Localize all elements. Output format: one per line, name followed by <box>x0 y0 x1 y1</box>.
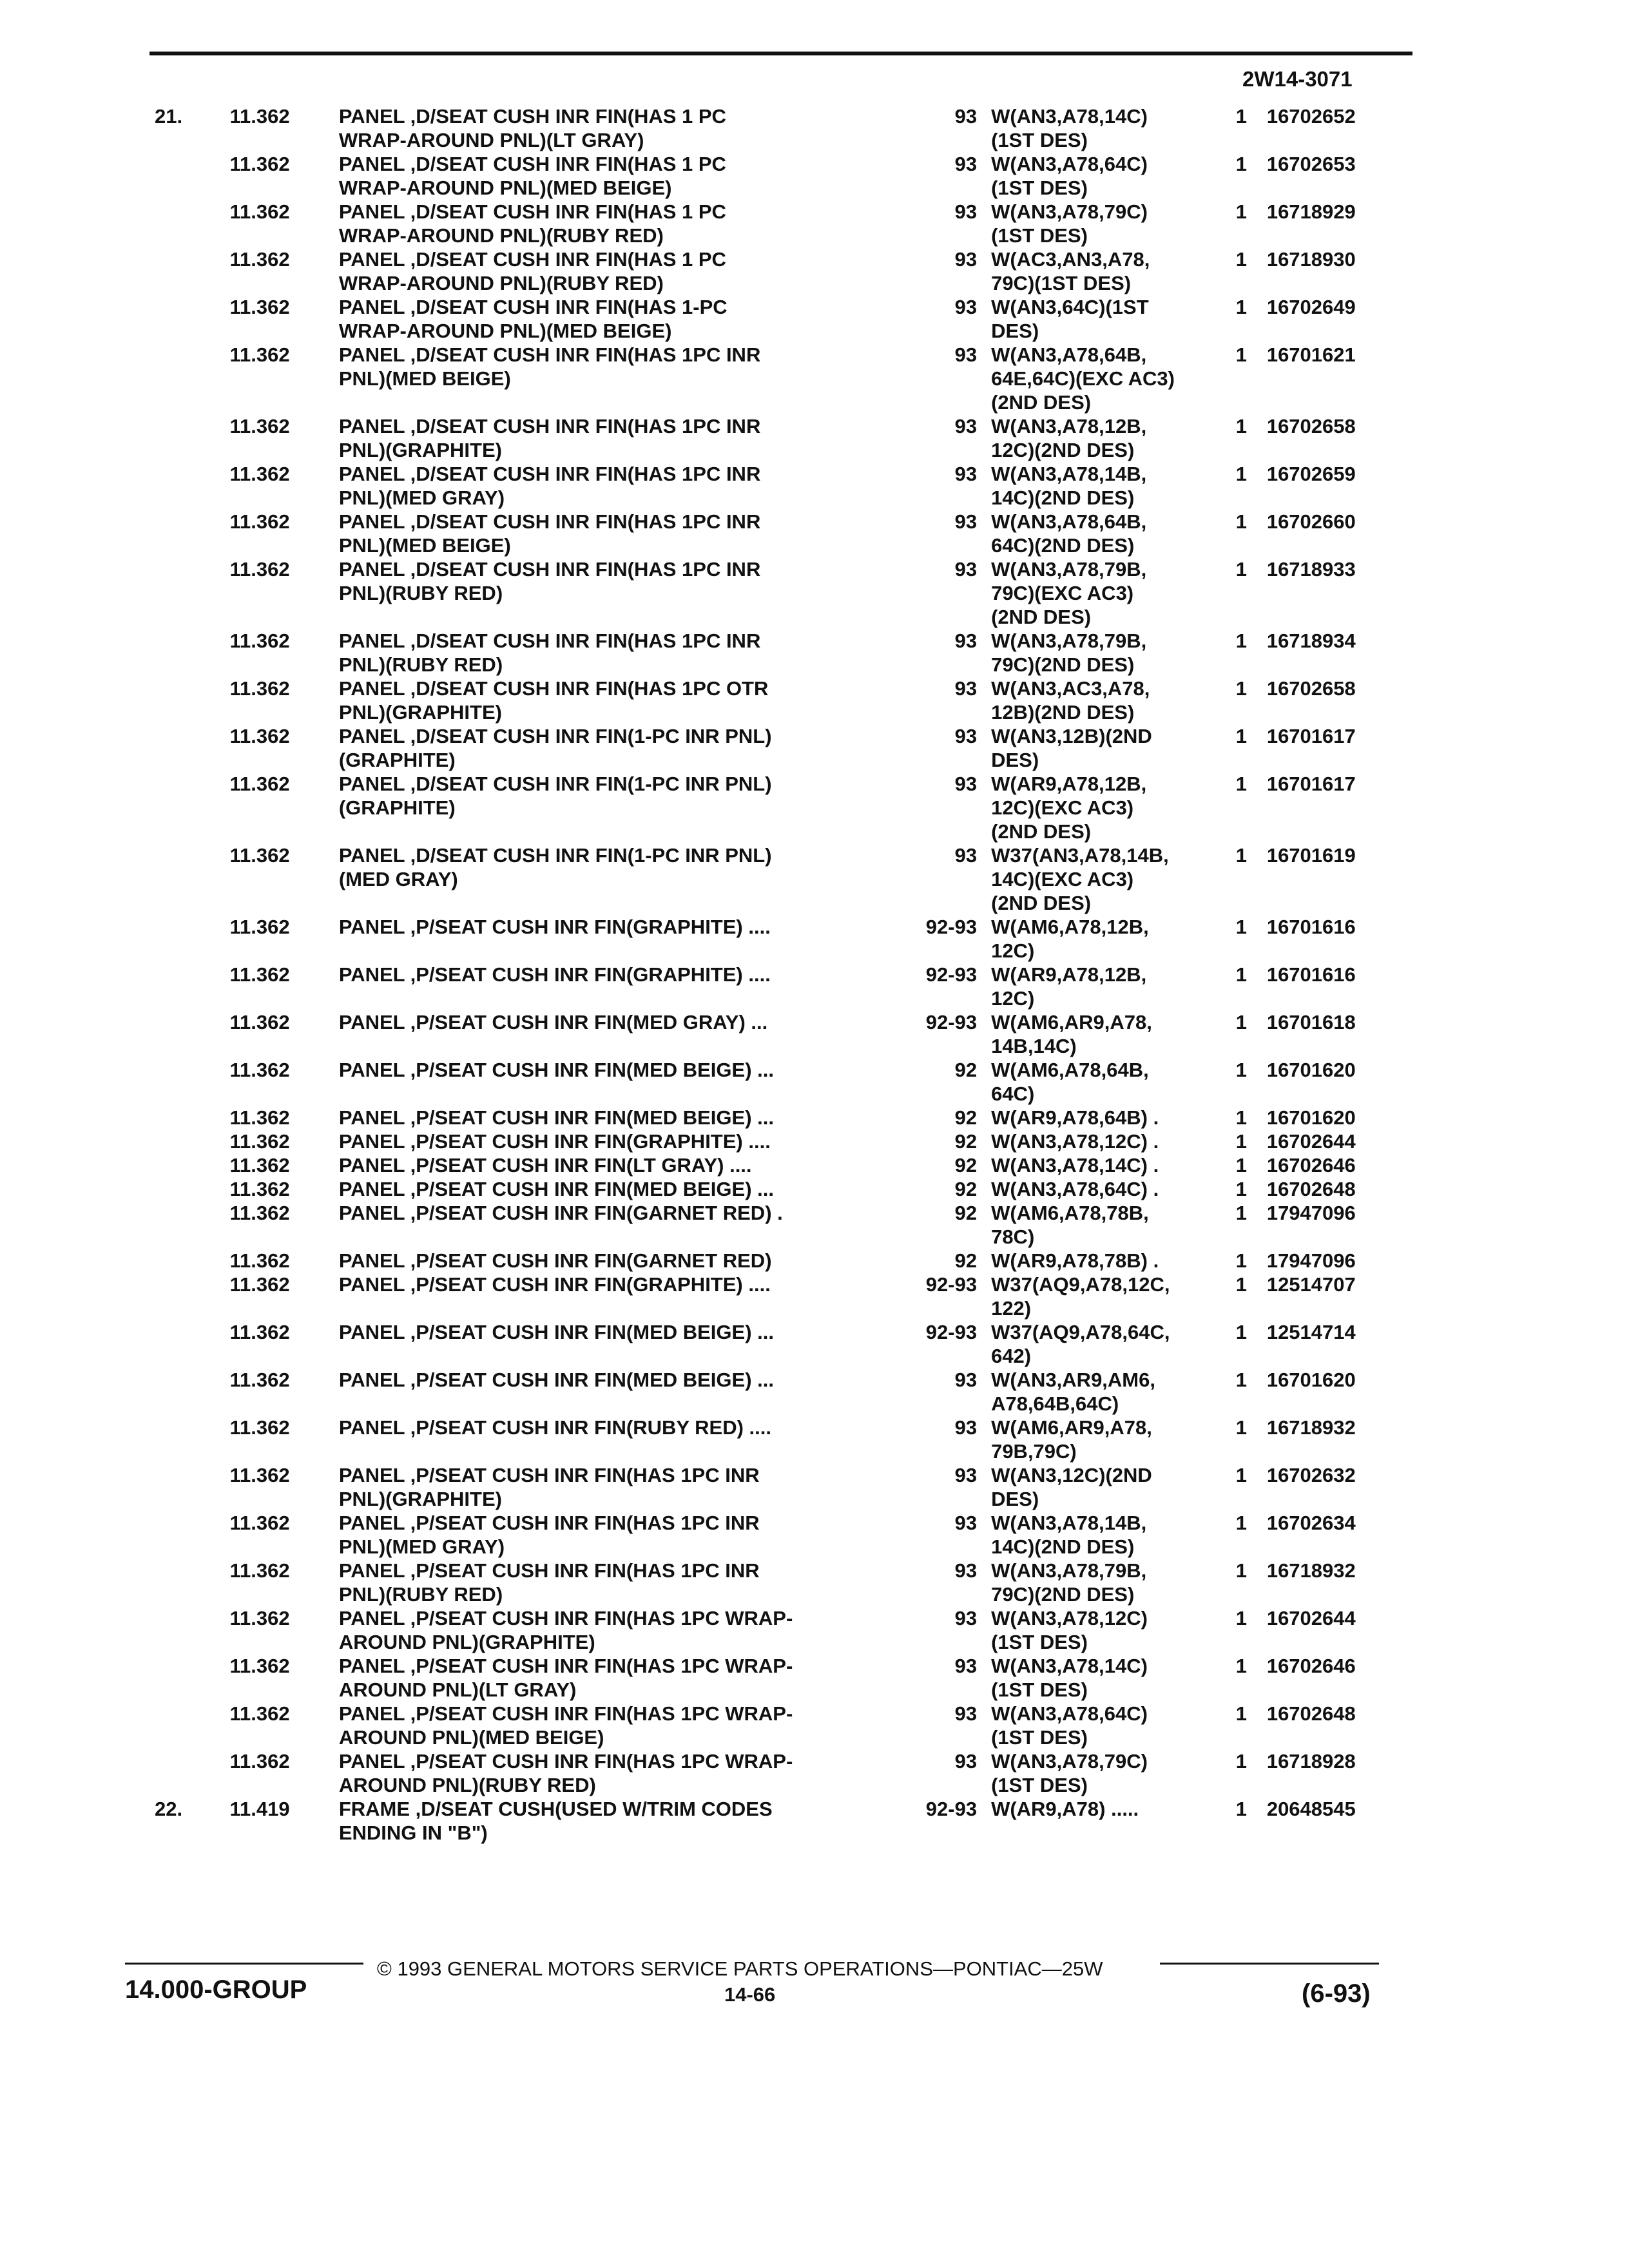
part-row <box>155 1416 1392 1463</box>
part-desc: PANEL ,P/SEAT CUSH INR FIN(GRAPHITE) .... <box>338 963 771 986</box>
part-desc: PANEL ,D/SEAT CUSH INR FIN(HAS 1PC INR PNL)(RUBY RED) <box>338 558 761 604</box>
part-desc: PANEL ,D/SEAT CUSH INR FIN(HAS 1PC INR PNL)(RUBY RED) <box>338 629 761 676</box>
part-qty: 1 <box>1235 725 1248 747</box>
part-usage: W(AR9,A78,12B, 12C)(EXC AC3) (2ND DES) <box>991 773 1147 843</box>
part-usage: W37(AQ9,A78,12C, 122) <box>991 1273 1170 1320</box>
part-usage: W(AN3,A78,64C) (1ST DES) <box>991 153 1148 199</box>
part-code: 11.362 <box>229 1106 290 1129</box>
part-code: 11.362 <box>229 1011 290 1033</box>
part-qty: 1 <box>1235 343 1248 366</box>
part-desc: PANEL ,P/SEAT CUSH INR FIN(HAS 1PC WRAP- AROUND PNL)(GRAPHITE) <box>338 1607 793 1653</box>
part-row <box>155 772 1392 843</box>
part-usage: W37(AN3,A78,14B, 14C)(EXC AC3) (2ND DES) <box>991 844 1169 914</box>
page-number: 14-66 <box>724 1983 776 2006</box>
part-year: 92 <box>954 1059 978 1081</box>
part-desc: FRAME ,D/SEAT CUSH(USED W/TRIM CODES ENDING IN "B") <box>338 1798 773 1844</box>
part-year: 92 <box>954 1106 978 1129</box>
part-part: 16702644 <box>1266 1607 1356 1629</box>
part-code: 11.419 <box>229 1798 290 1820</box>
part-code: 11.362 <box>229 415 290 437</box>
footer-rule-left <box>125 1963 363 1965</box>
part-year: 93 <box>954 343 978 366</box>
part-code: 11.362 <box>229 1750 290 1773</box>
part-usage: W(AN3,A78,64B, 64C)(2ND DES) <box>991 510 1147 557</box>
part-code: 11.362 <box>229 844 290 867</box>
part-usage: W(AN3,A78,14B, 14C)(2ND DES) <box>991 1512 1147 1558</box>
part-usage: W(AR9,A78,78B) . <box>991 1249 1159 1272</box>
part-year: 92 <box>954 1130 978 1153</box>
part-desc: PANEL ,P/SEAT CUSH INR FIN(MED GRAY) ... <box>338 1011 768 1033</box>
part-code: 11.362 <box>229 1178 290 1200</box>
part-row <box>155 1797 1392 1845</box>
part-usage: W(AN3,64C)(1ST DES) <box>991 296 1149 342</box>
part-year: 92 <box>954 1178 978 1200</box>
part-part: 16701621 <box>1266 343 1356 366</box>
part-year: 92-93 <box>925 963 978 986</box>
part-year: 93 <box>954 1512 978 1534</box>
part-part: 16702658 <box>1266 415 1356 437</box>
part-qty: 1 <box>1235 153 1248 175</box>
part-part: 17947096 <box>1266 1249 1356 1272</box>
part-row <box>155 843 1392 915</box>
part-qty: 1 <box>1235 963 1248 986</box>
part-code: 11.362 <box>229 1202 290 1224</box>
part-part: 16718933 <box>1266 558 1356 581</box>
part-year: 93 <box>954 558 978 581</box>
part-usage: W(AN3,A78,12B, 12C)(2ND DES) <box>991 415 1147 461</box>
part-usage: W(AN3,AR9,AM6, A78,64B,64C) <box>991 1369 1155 1415</box>
part-qty: 1 <box>1235 1011 1248 1033</box>
part-part: 16718932 <box>1266 1559 1356 1582</box>
part-code: 11.362 <box>229 1655 290 1677</box>
group-label: 14.000-GROUP <box>125 1975 307 2004</box>
part-code: 11.362 <box>229 105 290 128</box>
part-desc: PANEL ,D/SEAT CUSH INR FIN(HAS 1 PC WRAP-AROUND PNL)(RUBY RED) <box>338 248 726 294</box>
part-row <box>155 557 1392 629</box>
part-usage: W(AN3,A78,79B, 79C)(2ND DES) <box>991 1559 1147 1606</box>
part-code: 11.362 <box>229 1607 290 1629</box>
part-usage: W(AN3,AC3,A78, 12B)(2ND DES) <box>991 677 1150 724</box>
part-year: 93 <box>954 677 978 700</box>
part-year: 93 <box>954 1655 978 1677</box>
part-code: 11.362 <box>229 1702 290 1725</box>
part-qty: 1 <box>1235 1273 1248 1296</box>
part-row <box>155 462 1392 510</box>
part-desc: PANEL ,P/SEAT CUSH INR FIN(HAS 1PC INR PNL)(MED GRAY) <box>338 1512 760 1558</box>
part-row <box>155 1559 1392 1606</box>
part-year: 93 <box>954 1369 978 1391</box>
part-row <box>155 1129 1392 1153</box>
part-desc: PANEL ,D/SEAT CUSH INR FIN(HAS 1PC INR PNL)(GRAPHITE) <box>338 415 761 461</box>
part-year: 93 <box>954 510 978 533</box>
part-year: 93 <box>954 1750 978 1773</box>
part-qty: 1 <box>1235 677 1248 700</box>
part-row <box>155 1749 1392 1797</box>
part-year: 93 <box>954 1607 978 1629</box>
part-code: 11.362 <box>229 1154 290 1177</box>
part-desc: PANEL ,P/SEAT CUSH INR FIN(GARNET RED) . <box>338 1202 783 1224</box>
part-row <box>155 1201 1392 1249</box>
part-part: 16702646 <box>1266 1655 1356 1677</box>
part-row <box>155 915 1392 963</box>
part-code: 11.362 <box>229 558 290 581</box>
part-part: 16701618 <box>1266 1011 1356 1033</box>
part-row <box>155 1058 1392 1106</box>
part-desc: PANEL ,P/SEAT CUSH INR FIN(HAS 1PC WRAP- AROUND PNL)(RUBY RED) <box>338 1750 793 1796</box>
part-year: 93 <box>954 200 978 223</box>
part-desc: PANEL ,P/SEAT CUSH INR FIN(GARNET RED) <box>338 1249 772 1272</box>
part-part: 16702649 <box>1266 296 1356 318</box>
part-row <box>155 1702 1392 1749</box>
part-code: 11.362 <box>229 1559 290 1582</box>
part-row <box>155 510 1392 557</box>
part-year: 92 <box>954 1154 978 1177</box>
part-qty: 1 <box>1235 415 1248 437</box>
part-qty: 1 <box>1235 105 1248 128</box>
part-row <box>155 1010 1392 1058</box>
part-usage: W(AN3,A78,64C) (1ST DES) <box>991 1702 1148 1749</box>
part-code: 11.362 <box>229 629 290 652</box>
part-code: 11.362 <box>229 677 290 700</box>
part-code: 11.362 <box>229 1130 290 1153</box>
part-part: 20648545 <box>1266 1798 1356 1820</box>
part-part: 16701620 <box>1266 1369 1356 1391</box>
part-usage: W(AM6,AR9,A78, 14B,14C) <box>991 1011 1152 1057</box>
part-row <box>155 1249 1392 1273</box>
part-year: 92-93 <box>925 916 978 938</box>
part-year: 93 <box>954 415 978 437</box>
part-year: 93 <box>954 296 978 318</box>
part-code: 11.362 <box>229 153 290 175</box>
part-usage: W(AN3,A78,64C) . <box>991 1178 1159 1200</box>
parts-list <box>155 104 1392 1845</box>
part-year: 93 <box>954 105 978 128</box>
part-desc: PANEL ,D/SEAT CUSH INR FIN(HAS 1 PC WRAP-AROUND PNL)(RUBY RED) <box>338 200 726 247</box>
copyright-line: © 1993 GENERAL MOTORS SERVICE PARTS OPERATIONS—PONTIAC—25W <box>377 1957 1103 1980</box>
part-qty: 1 <box>1235 1559 1248 1582</box>
part-usage: W(AN3,A78,14C) . <box>991 1154 1159 1177</box>
part-row <box>155 1606 1392 1654</box>
part-part: 16701617 <box>1266 773 1356 795</box>
part-row <box>155 343 1392 414</box>
part-qty: 1 <box>1235 1702 1248 1725</box>
part-usage: W37(AQ9,A78,64C, 642) <box>991 1321 1170 1367</box>
part-qty: 1 <box>1235 510 1248 533</box>
part-row <box>155 1654 1392 1702</box>
part-part: 16701619 <box>1266 844 1356 867</box>
part-code: 11.362 <box>229 248 290 271</box>
part-part: 12514714 <box>1266 1321 1356 1343</box>
part-usage: W(AN3,A78,79B, 79C)(2ND DES) <box>991 629 1147 676</box>
part-usage: W(AN3,A78,64B, 64E,64C)(EXC AC3) (2ND DES) <box>991 343 1175 414</box>
part-part: 16701617 <box>1266 725 1356 747</box>
part-usage: W(AM6,A78,64B, 64C) <box>991 1059 1149 1105</box>
part-desc: PANEL ,D/SEAT CUSH INR FIN(1-PC INR PNL) (MED GRAY) <box>338 844 772 890</box>
part-qty: 1 <box>1235 1130 1248 1153</box>
part-row <box>155 677 1392 724</box>
part-code: 11.362 <box>229 725 290 747</box>
part-code: 11.362 <box>229 963 290 986</box>
part-desc: PANEL ,D/SEAT CUSH INR FIN(HAS 1PC INR PNL)(MED BEIGE) <box>338 510 761 557</box>
part-usage: W(AM6,AR9,A78, 79B,79C) <box>991 1416 1152 1463</box>
part-row <box>155 152 1392 200</box>
part-year: 93 <box>954 463 978 485</box>
part-part: 16701616 <box>1266 963 1356 986</box>
part-qty: 1 <box>1235 248 1248 271</box>
part-row <box>155 963 1392 1010</box>
part-qty: 1 <box>1235 1464 1248 1486</box>
part-qty: 1 <box>1235 296 1248 318</box>
footer-rule-right <box>1160 1963 1379 1965</box>
part-usage: W(AN3,A78,14C) (1ST DES) <box>991 105 1148 151</box>
part-year: 93 <box>954 248 978 271</box>
part-qty: 1 <box>1235 1154 1248 1177</box>
part-code: 11.362 <box>229 1249 290 1272</box>
part-desc: PANEL ,P/SEAT CUSH INR FIN(HAS 1PC INR PNL)(GRAPHITE) <box>338 1464 760 1510</box>
part-qty: 1 <box>1235 844 1248 867</box>
part-year: 92 <box>954 1202 978 1224</box>
part-part: 16702658 <box>1266 677 1356 700</box>
part-desc: PANEL ,P/SEAT CUSH INR FIN(HAS 1PC WRAP- AROUND PNL)(LT GRAY) <box>338 1655 793 1701</box>
part-part: 17947096 <box>1266 1202 1356 1224</box>
part-year: 92-93 <box>925 1273 978 1296</box>
part-part: 16718929 <box>1266 200 1356 223</box>
part-qty: 1 <box>1235 1369 1248 1391</box>
part-row <box>155 724 1392 772</box>
part-usage: W(AN3,A78,14C) (1ST DES) <box>991 1655 1148 1701</box>
part-usage: W(AR9,A78,12B, 12C) <box>991 963 1147 1010</box>
part-code: 11.362 <box>229 1512 290 1534</box>
part-usage: W(AC3,AN3,A78, 79C)(1ST DES) <box>991 248 1150 294</box>
part-qty: 1 <box>1235 558 1248 581</box>
part-code: 11.362 <box>229 1273 290 1296</box>
part-row <box>155 104 1392 152</box>
part-usage: W(AN3,A78,79C) (1ST DES) <box>991 1750 1148 1796</box>
part-desc: PANEL ,P/SEAT CUSH INR FIN(HAS 1PC INR PNL)(RUBY RED) <box>338 1559 760 1606</box>
part-year: 93 <box>954 1702 978 1725</box>
part-desc: PANEL ,P/SEAT CUSH INR FIN(MED BEIGE) ... <box>338 1106 774 1129</box>
part-usage: W(AN3,12C)(2ND DES) <box>991 1464 1152 1510</box>
part-part: 16702660 <box>1266 510 1356 533</box>
part-row <box>155 1511 1392 1559</box>
part-qty: 1 <box>1235 1750 1248 1773</box>
part-code: 11.362 <box>229 1321 290 1343</box>
part-row <box>155 1177 1392 1201</box>
part-row <box>155 1320 1392 1368</box>
part-usage: W(AN3,A78,12C) . <box>991 1130 1159 1153</box>
part-code: 11.362 <box>229 296 290 318</box>
part-year: 93 <box>954 1416 978 1439</box>
part-year: 93 <box>954 1559 978 1582</box>
part-row <box>155 1368 1392 1416</box>
part-code: 11.362 <box>229 1416 290 1439</box>
part-qty: 1 <box>1235 916 1248 938</box>
part-part: 16702659 <box>1266 463 1356 485</box>
part-row <box>155 1273 1392 1320</box>
part-desc: PANEL ,P/SEAT CUSH INR FIN(GRAPHITE) .... <box>338 1130 771 1153</box>
part-desc: PANEL ,P/SEAT CUSH INR FIN(MED BEIGE) ... <box>338 1059 774 1081</box>
part-usage: W(AN3,A78,79B, 79C)(EXC AC3) (2ND DES) <box>991 558 1147 628</box>
part-row <box>155 1463 1392 1511</box>
part-item: 21. <box>155 105 183 128</box>
part-part: 16702644 <box>1266 1130 1356 1153</box>
part-usage: W(AN3,12B)(2ND DES) <box>991 725 1152 771</box>
part-qty: 1 <box>1235 1106 1248 1129</box>
part-desc: PANEL ,D/SEAT CUSH INR FIN(1-PC INR PNL) (GRAPHITE) <box>338 725 772 771</box>
part-desc: PANEL ,P/SEAT CUSH INR FIN(MED BEIGE) ... <box>338 1321 774 1343</box>
part-qty: 1 <box>1235 1416 1248 1439</box>
part-year: 92-93 <box>925 1011 978 1033</box>
part-desc: PANEL ,D/SEAT CUSH INR FIN(HAS 1PC INR PNL)(MED GRAY) <box>338 463 761 509</box>
part-code: 11.362 <box>229 343 290 366</box>
part-qty: 1 <box>1235 1655 1248 1677</box>
part-code: 11.362 <box>229 1059 290 1081</box>
part-part: 16718934 <box>1266 629 1356 652</box>
part-desc: PANEL ,P/SEAT CUSH INR FIN(GRAPHITE) .... <box>338 916 771 938</box>
part-usage: W(AM6,A78,12B, 12C) <box>991 916 1149 962</box>
part-part: 16701616 <box>1266 916 1356 938</box>
part-row <box>155 200 1392 247</box>
part-row <box>155 1153 1392 1177</box>
part-year: 93 <box>954 773 978 795</box>
part-item: 22. <box>155 1798 183 1820</box>
part-row <box>155 295 1392 343</box>
part-part: 16701620 <box>1266 1106 1356 1129</box>
part-qty: 1 <box>1235 1321 1248 1343</box>
revision-date: (6-93) <box>1302 1979 1371 2008</box>
part-desc: PANEL ,D/SEAT CUSH INR FIN(HAS 1PC OTR PNL)(GRAPHITE) <box>338 677 769 724</box>
part-usage: W(AN3,A78,12C) (1ST DES) <box>991 1607 1148 1653</box>
part-usage: W(AM6,A78,78B, 78C) <box>991 1202 1149 1248</box>
part-row <box>155 414 1392 462</box>
part-usage: W(AR9,A78) ..... <box>991 1798 1139 1820</box>
part-code: 11.362 <box>229 1369 290 1391</box>
part-part: 16702648 <box>1266 1702 1356 1725</box>
part-qty: 1 <box>1235 1607 1248 1629</box>
part-qty: 1 <box>1235 629 1248 652</box>
part-part: 16701620 <box>1266 1059 1356 1081</box>
part-year: 93 <box>954 1464 978 1486</box>
part-qty: 1 <box>1235 1202 1248 1224</box>
part-part: 16702634 <box>1266 1512 1356 1534</box>
part-part: 16702648 <box>1266 1178 1356 1200</box>
part-part: 16718930 <box>1266 248 1356 271</box>
part-code: 11.362 <box>229 1464 290 1486</box>
part-desc: PANEL ,P/SEAT CUSH INR FIN(RUBY RED) .... <box>338 1416 771 1439</box>
part-qty: 1 <box>1235 463 1248 485</box>
page-id: 2W14-3071 <box>1242 67 1353 91</box>
part-qty: 1 <box>1235 1178 1248 1200</box>
part-usage: W(AN3,A78,79C) (1ST DES) <box>991 200 1148 247</box>
part-desc: PANEL ,D/SEAT CUSH INR FIN(HAS 1-PC WRAP-AROUND PNL)(MED BEIGE) <box>338 296 728 342</box>
part-qty: 1 <box>1235 1249 1248 1272</box>
part-usage: W(AR9,A78,64B) . <box>991 1106 1159 1129</box>
part-desc: PANEL ,P/SEAT CUSH INR FIN(GRAPHITE) .... <box>338 1273 771 1296</box>
part-qty: 1 <box>1235 1512 1248 1534</box>
part-desc: PANEL ,P/SEAT CUSH INR FIN(HAS 1PC WRAP- AROUND PNL)(MED BEIGE) <box>338 1702 793 1749</box>
part-desc: PANEL ,P/SEAT CUSH INR FIN(LT GRAY) .... <box>338 1154 752 1177</box>
part-code: 11.362 <box>229 773 290 795</box>
part-year: 92 <box>954 1249 978 1272</box>
part-part: 16718932 <box>1266 1416 1356 1439</box>
part-qty: 1 <box>1235 200 1248 223</box>
part-year: 93 <box>954 844 978 867</box>
part-desc: PANEL ,D/SEAT CUSH INR FIN(HAS 1PC INR PNL)(MED BEIGE) <box>338 343 761 390</box>
part-code: 11.362 <box>229 510 290 533</box>
part-year: 93 <box>954 153 978 175</box>
part-part: 16702646 <box>1266 1154 1356 1177</box>
part-qty: 1 <box>1235 1798 1248 1820</box>
top-rule <box>149 52 1412 55</box>
part-row <box>155 629 1392 677</box>
part-desc: PANEL ,D/SEAT CUSH INR FIN(HAS 1 PC WRAP-AROUND PNL)(LT GRAY) <box>338 105 726 151</box>
part-year: 92-93 <box>925 1321 978 1343</box>
part-desc: PANEL ,D/SEAT CUSH INR FIN(1-PC INR PNL) (GRAPHITE) <box>338 773 772 819</box>
part-part: 16702653 <box>1266 153 1356 175</box>
part-usage: W(AN3,A78,14B, 14C)(2ND DES) <box>991 463 1147 509</box>
part-code: 11.362 <box>229 200 290 223</box>
part-part: 16702652 <box>1266 105 1356 128</box>
part-code: 11.362 <box>229 463 290 485</box>
part-code: 11.362 <box>229 916 290 938</box>
part-desc: PANEL ,P/SEAT CUSH INR FIN(MED BEIGE) ... <box>338 1178 774 1200</box>
part-part: 12514707 <box>1266 1273 1356 1296</box>
part-row <box>155 247 1392 295</box>
part-qty: 1 <box>1235 1059 1248 1081</box>
part-part: 16718928 <box>1266 1750 1356 1773</box>
part-desc: PANEL ,D/SEAT CUSH INR FIN(HAS 1 PC WRAP-AROUND PNL)(MED BEIGE) <box>338 153 726 199</box>
part-part: 16702632 <box>1266 1464 1356 1486</box>
part-qty: 1 <box>1235 773 1248 795</box>
part-row <box>155 1106 1392 1129</box>
part-year: 92-93 <box>925 1798 978 1820</box>
part-year: 93 <box>954 725 978 747</box>
part-year: 93 <box>954 629 978 652</box>
part-desc: PANEL ,P/SEAT CUSH INR FIN(MED BEIGE) ... <box>338 1369 774 1391</box>
